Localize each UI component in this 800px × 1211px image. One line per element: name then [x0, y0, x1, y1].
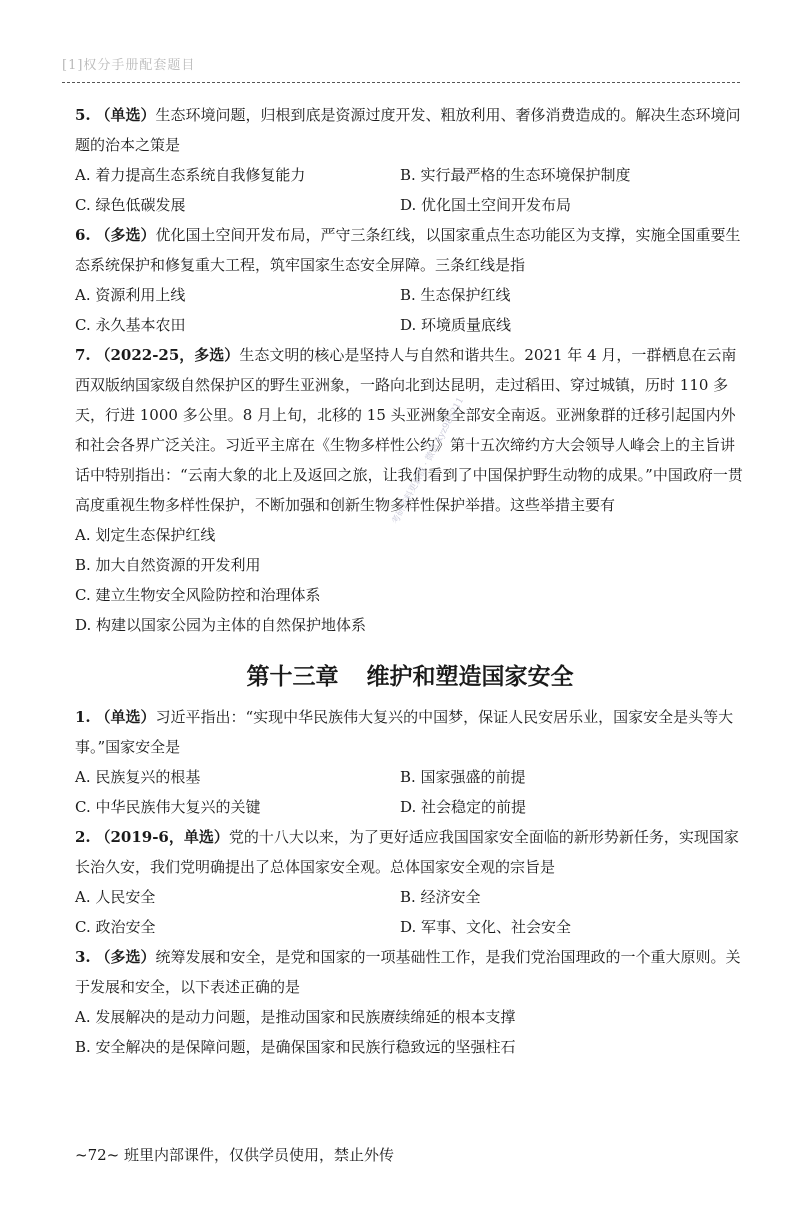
option-d: D. 构建以国家公园为主体的自然保护地体系 — [75, 616, 367, 634]
chapter-title: 维护和塑造国家安全 — [366, 664, 574, 690]
chapter-number: 第十三章 — [246, 664, 339, 690]
question-type: （单选） — [95, 708, 156, 726]
page-content — [75, 100, 745, 1062]
question-stem: 党的十八大以来，为了更好适应我国国家安全面临的新形势新任务，实现国家长治久安，我们党明确提出了总体国家安全观。总体国家安全观的宗旨是 — [75, 828, 739, 876]
question-stem: 习近平指出：“实现中华民族伟大复兴的中国梦，保证人民安居乐业，国家安全是头等大事。”国家安全是 — [75, 708, 734, 756]
option-c: C. 绿色低碳发展 — [75, 196, 186, 214]
question-stem: 生态环境问题，归根到底是资源过度开发、粗放利用、奢侈消费造成的。解决生态环境问题的治本之策是 — [75, 106, 741, 154]
question-type: （2019-6，单选） — [95, 828, 229, 846]
option-b: B. 加大自然资源的开发利用 — [75, 556, 261, 574]
header-tag: [1]权分手册配套题目 — [62, 58, 196, 73]
question-stem: 生态文明的核心是坚持人与自然和谐共生。2021 年 4 月，一群栖息在云南西双版纳国家级自然保护区的野生亚洲象，一路向北到达昆明，走过稻田、穿过城镇，历时 110 多天，行进 1000 多公里。8 月上旬，北移的 15 头亚洲象全部安全南返。亚洲象群的迁移引起国内外和社会各界广泛关注。习近平主席在《生物多样性公约》第十五次缔约方大会领导人峰会上的主旨讲话中特别指出：“云南大象的北上及返回之旅，让我们看到了中国保护野生动物的成果。”中国政府一贯高度重视生物多样性保护，不断加强和创新生物多样性保护举措。这些举措主要有 — [75, 346, 743, 514]
options-13-2 — [75, 882, 745, 942]
question-number: 6. — [75, 226, 91, 244]
option-b: B. 生态保护红线 — [400, 286, 511, 304]
options-13-3 — [75, 1002, 745, 1062]
question-type: （2022-25，多选） — [95, 346, 240, 364]
option-b: B. 实行最严格的生态环境保护制度 — [400, 166, 631, 184]
question-13-1 — [75, 702, 745, 762]
question-6 — [75, 220, 745, 280]
question-type: （单选） — [95, 106, 156, 124]
option-a: A. 资源利用上线 — [75, 286, 186, 304]
header-divider — [62, 82, 740, 83]
options-q5 — [75, 160, 745, 220]
question-stem: 优化国土空间开发布局，严守三条红线，以国家重点生态功能区为支撑，实施全国重要生态系统保护和修复重大工程，筑牢国家生态安全屏障。三条红线是指 — [75, 226, 741, 274]
option-d: D. 环境质量底线 — [400, 316, 512, 334]
page-footer: ~72~ 班里内部课件，仅供学员使用，禁止外传 — [75, 1146, 394, 1164]
watermark: 考研资料更新群 · 微信 kyz985211 — [390, 395, 467, 527]
options-q6 — [75, 280, 745, 340]
option-b: B. 安全解决的是保障问题，是确保国家和民族行稳致远的坚强柱石 — [75, 1038, 516, 1056]
question-number: 2. — [75, 828, 91, 846]
option-b: B. 经济安全 — [400, 888, 481, 906]
option-c: C. 建立生物安全风险防控和治理体系 — [75, 586, 321, 604]
question-13-2 — [75, 822, 745, 882]
options-q7 — [75, 520, 745, 640]
options-13-1 — [75, 762, 745, 822]
option-d: D. 军事、文化、社会安全 — [400, 918, 572, 936]
question-number: 7. — [75, 346, 91, 364]
option-a: A. 民族复兴的根基 — [75, 768, 201, 786]
question-number: 5. — [75, 106, 91, 124]
question-number: 1. — [75, 708, 91, 726]
option-a: A. 人民安全 — [75, 888, 156, 906]
question-13-3 — [75, 942, 745, 1002]
option-c: C. 政治安全 — [75, 918, 156, 936]
option-d: D. 社会稳定的前提 — [400, 798, 527, 816]
chapter-heading — [75, 660, 745, 694]
option-a: A. 发展解决的是动力问题，是推动国家和民族赓续绵延的根本支撑 — [75, 1008, 516, 1026]
question-type: （多选） — [95, 226, 156, 244]
option-d: D. 优化国土空间开发布局 — [400, 196, 572, 214]
question-type: （多选） — [95, 948, 156, 966]
question-stem: 统筹发展和安全，是党和国家的一项基础性工作，是我们党治国理政的一个重大原则。关于发展和安全，以下表述正确的是 — [75, 948, 741, 996]
option-c: C. 永久基本农田 — [75, 316, 186, 334]
option-b: B. 国家强盛的前提 — [400, 768, 526, 786]
option-a: A. 着力提高生态系统自我修复能力 — [75, 166, 306, 184]
question-5 — [75, 100, 745, 160]
option-c: C. 中华民族伟大复兴的关键 — [75, 798, 261, 816]
option-a: A. 划定生态保护红线 — [75, 526, 216, 544]
question-number: 3. — [75, 948, 91, 966]
